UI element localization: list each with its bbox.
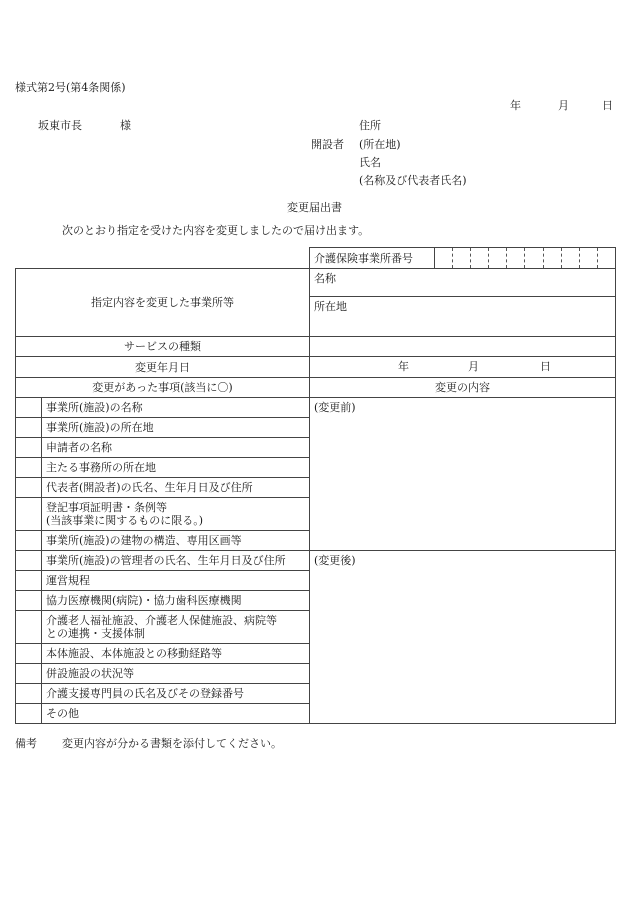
item-check-cell[interactable] (16, 458, 42, 478)
item-check-cell[interactable] (16, 438, 42, 458)
office-name-label: 名称 (314, 272, 336, 285)
changed-item-label: 本体施設、本体施設との移動経路等 (42, 644, 310, 664)
item-check-cell[interactable] (16, 531, 42, 551)
business-number-label: 介護保険事業所番号 (310, 248, 435, 269)
business-number-digit-box[interactable] (506, 248, 524, 268)
business-number-digit-box[interactable] (524, 248, 542, 268)
business-number-digit-box[interactable] (488, 248, 506, 268)
item-check-cell[interactable] (16, 571, 42, 591)
before-change-label: (変更前) (314, 401, 356, 414)
date-month-label: 月 (558, 99, 569, 112)
office-name-field[interactable] (310, 269, 616, 297)
changed-item-label: その他 (42, 704, 310, 724)
after-change-label: (変更後) (314, 554, 356, 567)
form-number: 様式第2号(第4条関係) (15, 81, 126, 94)
change-date-month-label: 月 (468, 360, 479, 373)
item-check-cell[interactable] (16, 498, 42, 531)
change-date-day-label: 日 (540, 360, 551, 373)
business-number-digit-box[interactable] (435, 248, 452, 268)
changed-item-label: 登記事項証明書・条例等 (当該事業に関するものに限る。) (42, 498, 310, 531)
changed-item-label: 主たる事務所の所在地 (42, 458, 310, 478)
item-check-cell[interactable] (16, 591, 42, 611)
change-date-year-label: 年 (398, 360, 409, 373)
business-number-digit-box[interactable] (452, 248, 470, 268)
item-check-cell[interactable] (16, 704, 42, 724)
business-number-digit-boxes (435, 248, 615, 268)
applicant-label: 開設者 (311, 138, 344, 151)
business-number-digit-box[interactable] (470, 248, 488, 268)
date-year-label: 年 (510, 99, 521, 112)
changed-item-label: 代表者(開設者)の氏名、生年月日及び住所 (42, 478, 310, 498)
name-sub-label: (名称及び代表者氏名) (359, 174, 467, 187)
business-number-digit-box[interactable] (561, 248, 579, 268)
honorific: 様 (120, 119, 131, 132)
intro-text: 次のとおり指定を受けた内容を変更しましたので届け出ます。 (62, 224, 370, 237)
office-label: 指定内容を変更した事業所等 (16, 269, 310, 337)
item-check-cell[interactable] (16, 684, 42, 704)
changed-item-row (16, 551, 616, 571)
change-form-table (15, 247, 616, 724)
changed-item-label: 事業所(施設)の管理者の氏名、生年月日及び住所 (42, 551, 310, 571)
changed-item-label: 事業所(施設)の所在地 (42, 418, 310, 438)
changed-item-label: 併設施設の状況等 (42, 664, 310, 684)
changed-item-label: 協力医療機関(病院)・協力歯科医療機関 (42, 591, 310, 611)
date-day-label: 日 (602, 99, 613, 112)
changed-item-label: 介護老人福祉施設、介護老人保健施設、病院等 との連携・支援体制 (42, 611, 310, 644)
service-type-field[interactable] (310, 337, 616, 357)
item-check-cell[interactable] (16, 398, 42, 418)
business-number-digit-box[interactable] (579, 248, 597, 268)
business-number-digit-box[interactable] (543, 248, 561, 268)
changed-item-label: 介護支援専門員の氏名及びその登録番号 (42, 684, 310, 704)
item-check-cell[interactable] (16, 551, 42, 571)
document-title: 変更届出書 (287, 201, 342, 214)
changed-items-label: 変更があった事項(該当に〇) (16, 378, 310, 398)
item-check-cell[interactable] (16, 644, 42, 664)
changed-item-row (16, 398, 616, 418)
changed-item-label: 事業所(施設)の建物の構造、専用区画等 (42, 531, 310, 551)
office-address-field[interactable] (310, 297, 616, 337)
address-sub-label: (所在地) (359, 138, 401, 151)
note-label: 備考 (15, 737, 37, 750)
note-text: 変更内容が分かる書類を添付してください。 (62, 737, 282, 750)
item-check-cell[interactable] (16, 611, 42, 644)
change-content-label: 変更の内容 (310, 378, 616, 398)
address-label: 住所 (359, 119, 381, 132)
after-change-field[interactable] (310, 551, 616, 724)
item-check-cell[interactable] (16, 664, 42, 684)
changed-item-label: 事業所(施設)の名称 (42, 398, 310, 418)
office-address-label: 所在地 (314, 300, 347, 313)
before-change-field[interactable] (310, 398, 616, 551)
changed-item-label: 運営規程 (42, 571, 310, 591)
service-type-label: サービスの種類 (16, 337, 310, 357)
name-label: 氏名 (359, 156, 381, 169)
change-date-field[interactable] (310, 357, 616, 378)
changed-item-label: 申請者の名称 (42, 438, 310, 458)
business-number-digit-box[interactable] (597, 248, 615, 268)
business-number-field[interactable] (435, 248, 616, 269)
item-check-cell[interactable] (16, 418, 42, 438)
addressee: 坂東市長 (38, 119, 82, 132)
change-date-label: 変更年月日 (16, 357, 310, 378)
item-check-cell[interactable] (16, 478, 42, 498)
